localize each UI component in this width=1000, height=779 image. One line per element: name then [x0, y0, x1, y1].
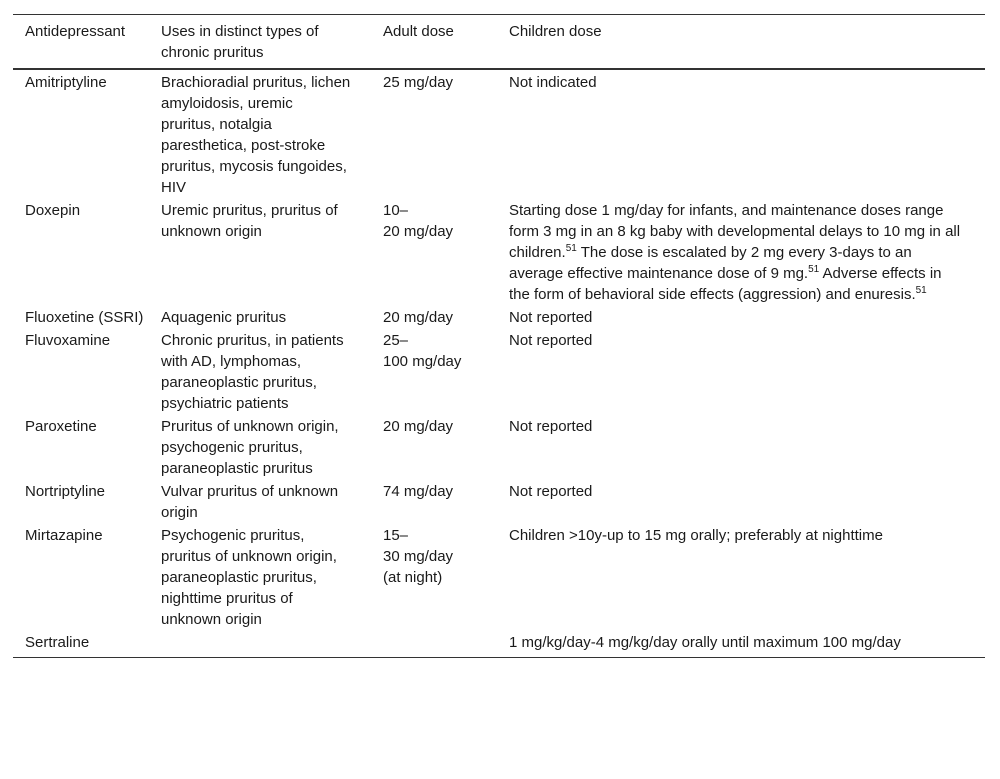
- cell-adult-dose: [371, 631, 497, 658]
- cell-uses: Brachioradial pruritus, lichen amyloidosis, uremic pruritus, notalgia paresthetica, post-stroke pruritus, mycosis fungoides, HIV: [161, 74, 351, 196]
- table-row: [13, 199, 985, 306]
- cell-antidepressant: Nortriptyline: [25, 483, 106, 500]
- children-dose-text: Starting dose 1 mg/day for infants, and maintenance doses range form 3 mg in an 8 kg baby with developmental delays to 10 mg in all children.: [509, 202, 961, 261]
- antidepressant-table-container: [13, 14, 985, 658]
- table-row: [13, 631, 985, 658]
- cell-uses: [149, 631, 371, 658]
- cell-adult-dose: 25 mg/day: [383, 74, 454, 91]
- table-body: [13, 69, 985, 658]
- cell-uses: Vulvar pruritus of unknown origin: [161, 483, 339, 521]
- cell-antidepressant: Mirtazapine: [25, 527, 103, 544]
- cell-children-dose: Not reported: [509, 309, 593, 326]
- reference-link[interactable]: 51: [915, 285, 927, 296]
- adult-dose-text: 10– 20 mg/day: [383, 202, 454, 240]
- cell-antidepressant: Amitriptyline: [25, 74, 107, 91]
- antidepressant-table: [13, 14, 985, 658]
- cell-uses: Chronic pruritus, in patients with AD, lymphomas, paraneoplastic pruritus, psychiatric patients: [161, 332, 344, 412]
- cell-children-dose: Not reported: [509, 332, 593, 349]
- cell-children-dose: Children >10y-up to 15 mg orally; preferably at nighttime: [509, 527, 883, 544]
- cell-uses: Aquagenic pruritus: [161, 309, 287, 326]
- cell-antidepressant: Fluvoxamine: [25, 332, 111, 349]
- cell-uses: Uremic pruritus, pruritus of unknown origin: [161, 202, 338, 240]
- header-antidepressant: Antidepressant: [25, 23, 126, 40]
- cell-adult-dose: [371, 524, 497, 631]
- table-row: [13, 69, 985, 199]
- header-row: [13, 15, 985, 70]
- cell-antidepressant: Paroxetine: [25, 418, 97, 435]
- cell-children-dose: Not reported: [509, 418, 593, 435]
- children-dose-text: The dose is escalated by 2 mg every 3-days to an average effective maintenance dose of 9 mg.: [509, 244, 912, 282]
- cell-adult-dose: [371, 199, 497, 306]
- table-row: [13, 524, 985, 631]
- header-children-dose: Children dose: [509, 23, 602, 40]
- table-row: [13, 306, 985, 329]
- cell-uses: Pruritus of unknown origin, psychogenic pruritus, paraneoplastic pruritus: [161, 418, 339, 477]
- cell-antidepressant: Sertraline: [25, 634, 90, 651]
- cell-adult-dose: 20 mg/day: [383, 418, 454, 435]
- cell-children-dose: Not reported: [509, 483, 593, 500]
- reference-link[interactable]: 51: [808, 264, 820, 275]
- cell-children-dose: 1 mg/kg/day-4 mg/kg/day orally until maximum 100 mg/day: [509, 634, 901, 651]
- header-adult-dose: Adult dose: [383, 23, 454, 40]
- cell-adult-dose: 20 mg/day: [383, 309, 454, 326]
- cell-adult-dose: 74 mg/day: [383, 483, 454, 500]
- cell-adult-dose: [371, 329, 497, 415]
- cell-antidepressant: Doxepin: [25, 202, 81, 219]
- cell-uses: Psychogenic pruritus, pruritus of unknown origin, paraneoplastic pruritus, nighttime pruritus of unknown origin: [161, 527, 337, 628]
- adult-dose-text: 15– 30 mg/day (at night): [383, 527, 454, 586]
- cell-children-dose: [497, 199, 985, 306]
- table-row: [13, 329, 985, 415]
- header-uses: Uses in distinct types of chronic pruritus: [161, 23, 319, 61]
- children-dose-text: Adverse effects in the form of behavioral side effects (aggression) and enuresis.: [509, 265, 942, 303]
- table-header: [13, 15, 985, 70]
- reference-link[interactable]: 51: [565, 243, 577, 254]
- cell-children-dose: Not indicated: [509, 74, 597, 91]
- table-row: [13, 415, 985, 480]
- adult-dose-text: 25– 100 mg/day: [383, 332, 462, 370]
- cell-antidepressant: Fluoxetine (SSRI): [25, 309, 144, 326]
- table-row: [13, 480, 985, 524]
